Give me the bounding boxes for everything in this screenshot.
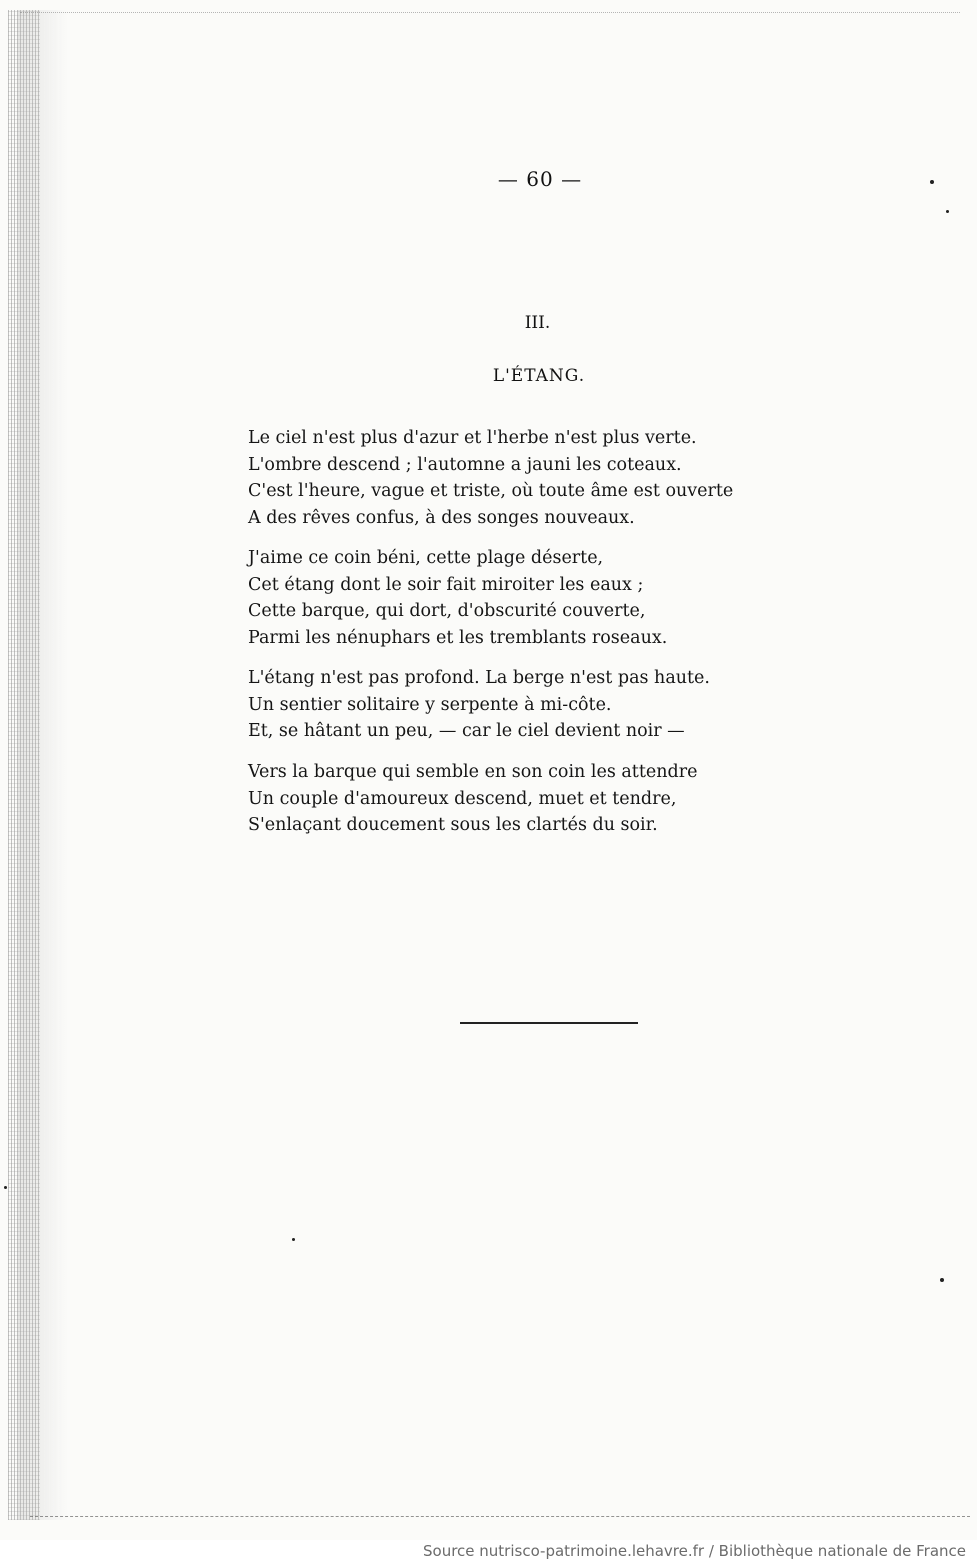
verse-line: L'étang n'est pas profond. La berge n'est pas haute. <box>248 668 710 688</box>
verse-line: Et, se hâtant un peu, — car le ciel devient noir — <box>248 721 685 741</box>
scan-speck <box>930 180 934 184</box>
stanza-2 <box>248 545 667 651</box>
verse-line: Vers la barque qui semble en son coin les attendre <box>248 762 698 782</box>
end-rule <box>460 1022 638 1024</box>
section-number: III. <box>524 313 551 333</box>
verse-line: Parmi les nénuphars et les tremblants roseaux. <box>248 627 668 648</box>
scan-speck <box>292 1238 295 1241</box>
scan-speck <box>940 1278 944 1282</box>
source-credit: Source nutrisco-patrimoine.lehavre.fr / Bibliothèque nationale de France <box>423 1542 966 1560</box>
page-bottom-edge <box>30 1516 970 1519</box>
page-top-edge <box>20 12 960 19</box>
stanza-1 <box>248 425 733 531</box>
scan-speck <box>4 1186 7 1189</box>
verse-line: J'aime ce coin béni, cette plage déserte, <box>248 548 604 568</box>
stanza-4 <box>248 759 697 839</box>
stanza-3 <box>248 665 710 745</box>
verse-line: Un sentier solitaire y serpente à mi-côte. <box>248 694 612 715</box>
scan-speck <box>946 210 949 213</box>
page-binding-edge <box>8 10 40 1520</box>
verse-line: A des rêves confus, à des songes nouveaux. <box>248 507 635 528</box>
poem-title: L'ÉTANG. <box>492 366 586 386</box>
verse-line: Le ciel n'est plus d'azur et l'herbe n'est plus verte. <box>248 428 697 448</box>
verse-line: C'est l'heure, vague et triste, où toute âme est ouverte <box>248 481 734 501</box>
verse-line: Cet étang dont le soir fait miroiter les eaux ; <box>248 574 644 595</box>
verse-line: S'enlaçant doucement sous les clartés du soir. <box>248 815 658 835</box>
verse-line: Cette barque, qui dort, d'obscurité couverte, <box>248 601 646 621</box>
verse-line: L'ombre descend ; l'automne a jauni les coteaux. <box>248 454 682 475</box>
verse-line: Un couple d'amoureux descend, muet et tendre, <box>248 788 677 809</box>
page-number: — 60 — <box>497 167 583 191</box>
